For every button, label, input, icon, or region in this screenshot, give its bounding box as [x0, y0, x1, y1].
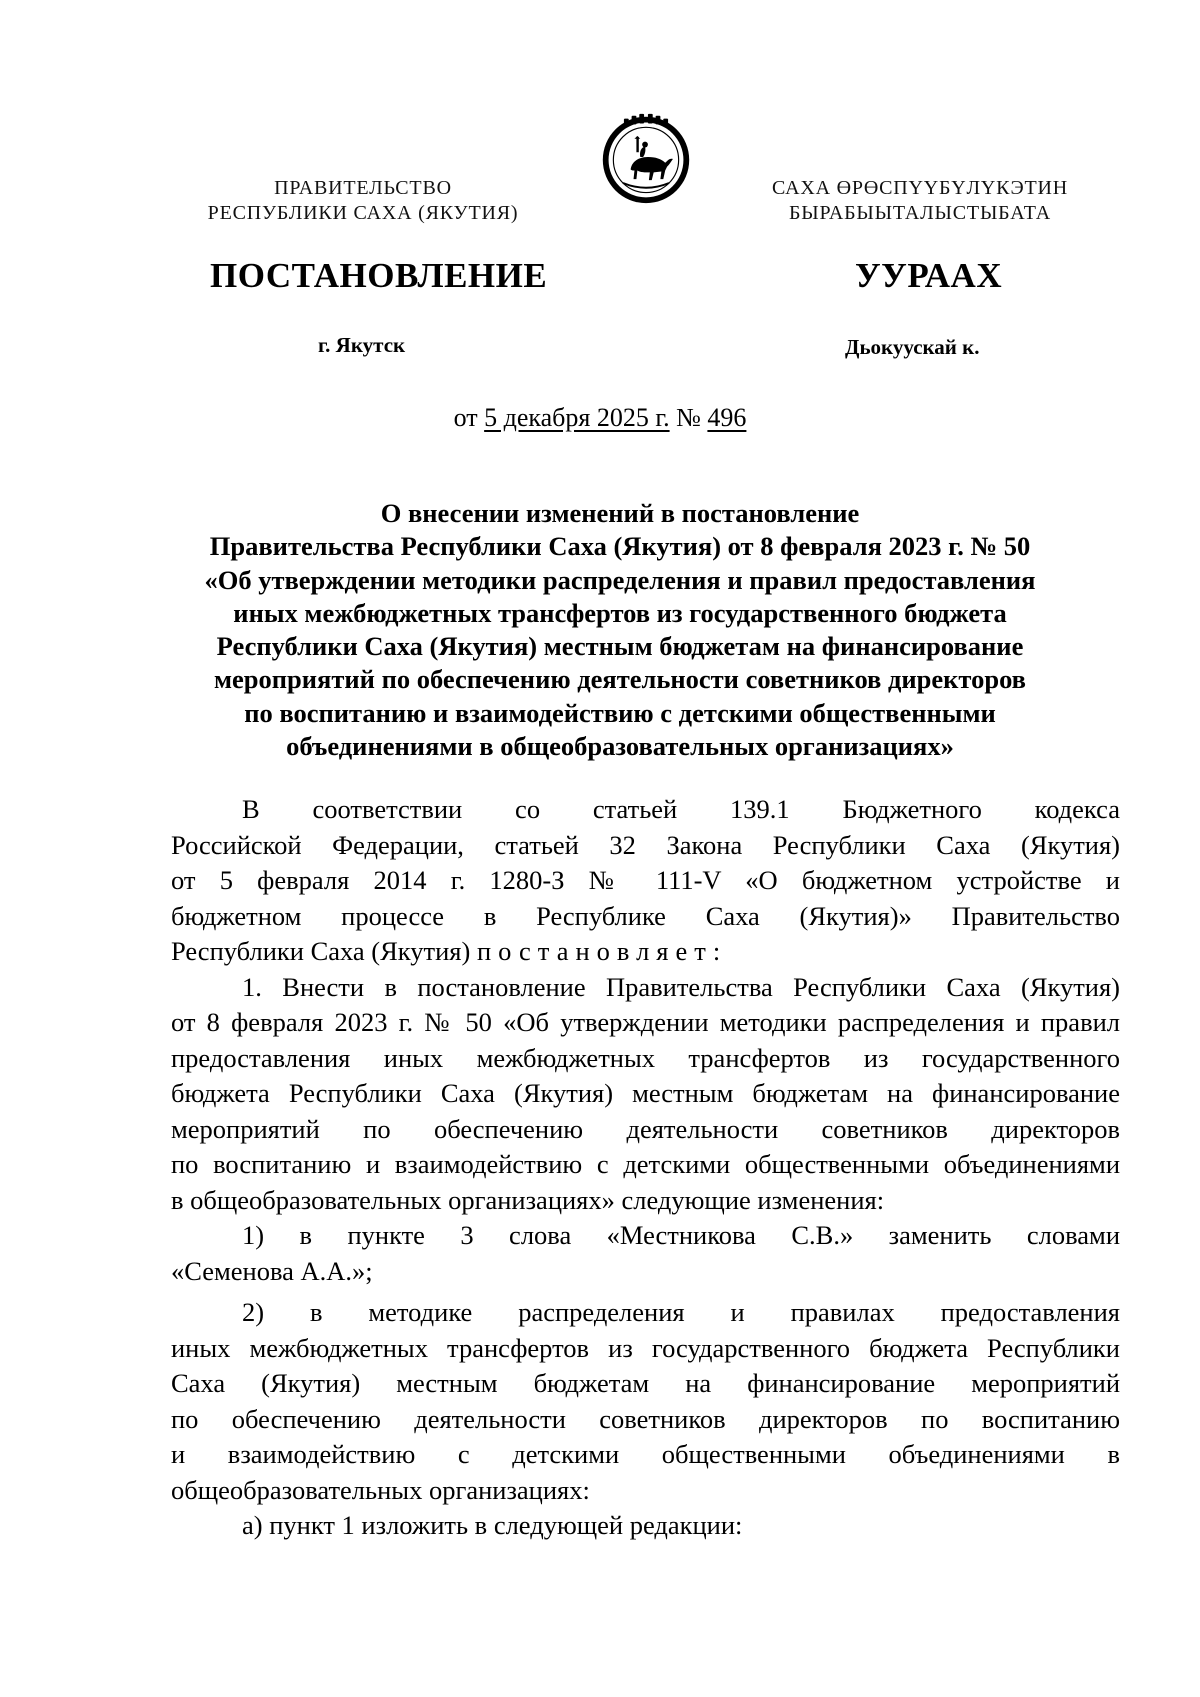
doc-type-russian: ПОСТАНОВЛЕНИЕ: [210, 256, 548, 295]
item-2-line: общеобразовательных организациях:: [171, 1474, 590, 1505]
preamble-line: [171, 934, 1120, 970]
item-2-line: и взаимодействию с детскими общественными объединениями в: [171, 1439, 1120, 1469]
title-line: «Об утверждении методики распределения и правил предоставления: [204, 564, 1036, 595]
preamble-line: В соответствии со статьей 139.1 Бюджетного кодекса: [242, 794, 1120, 824]
title-line: Правительства Республики Саха (Якутия) от 8 февраля 2023 г. № 50: [209, 531, 1031, 562]
document-body: [171, 792, 1120, 1544]
city-russian: г. Якутск: [318, 333, 406, 357]
clause-1-line: по воспитанию и взаимодействию с детскими общественными объединениями: [171, 1149, 1120, 1179]
clause-1-line: от 8 февраля 2023 г. № 50 «Об утверждении методики распределения и правил: [171, 1007, 1120, 1037]
item-1-line: 1) в пункте 3 слова «Местникова С.В.» заменить словами: [242, 1220, 1120, 1250]
date-prefix: от: [453, 403, 478, 432]
clause-1-line: бюджета Республики Саха (Якутия) местным бюджетам на финансирование: [171, 1078, 1120, 1108]
clause-1-line: в общеобразовательных организациях» следующие изменения:: [171, 1184, 885, 1215]
document-date: 5 декабря 2025 г.: [484, 403, 670, 432]
item-1-line: «Семенова А.А.»;: [171, 1255, 373, 1286]
item-2-line: иных межбюджетных трансфертов из государственного бюджета Республики: [171, 1332, 1120, 1363]
resolves-word: постановляет:: [476, 936, 728, 966]
item-2-line: по обеспечению деятельности советников директоров по воспитанию: [171, 1403, 1120, 1434]
header-right-org: [740, 176, 1100, 226]
doc-type-yakut: УУРААХ: [855, 256, 1003, 295]
title-line: иных межбюджетных трансфертов из государственного бюджета: [233, 597, 1007, 628]
header-left-org: [168, 176, 558, 226]
number-sign: №: [676, 403, 701, 432]
preamble-line: Российской Федерации, статьей 32 Закона Республики Саха (Якутия): [171, 829, 1120, 860]
header-right-line: САХА ӨРӨСПҮҮБҮЛҮКЭТИН: [772, 177, 1068, 199]
preamble-last-prefix: Республики Саха (Якутия): [171, 936, 471, 966]
title-line: Республики Саха (Якутия) местным бюджетам на финансирование: [216, 631, 1024, 662]
item-a-line: а) пункт 1 изложить в следующей редакции:: [242, 1510, 743, 1540]
item-2-line: Саха (Якутия) местным бюджетам на финансирование мероприятий: [171, 1368, 1120, 1398]
document-date-line: [0, 402, 1200, 434]
title-line: объединениями в общеобразовательных организациях»: [286, 731, 954, 762]
preamble-line: от 5 февраля 2014 г. 1280-З № 111-V «О бюджетном устройстве и: [171, 865, 1120, 895]
clause-1-line: 1. Внести в постановление Правительства Республики Саха (Якутия): [242, 971, 1120, 1002]
item-2-line: 2) в методике распределения и правилах предоставления: [242, 1297, 1120, 1327]
title-line: мероприятий по обеспечению деятельности советников директоров: [213, 664, 1026, 695]
preamble-line: бюджетном процессе в Республике Саха (Якутия)» Правительство: [171, 900, 1120, 931]
city-yakut: Дьокуускай к.: [845, 335, 980, 359]
title-line: О внесении изменений в постановление: [380, 498, 860, 528]
clause-1-line: предоставления иных межбюджетных трансфертов из государственного: [171, 1042, 1120, 1073]
header-right-line: БЫРАБЫЫТАЛЫСТЫБАТА: [789, 202, 1051, 224]
document-number: 496: [707, 403, 747, 432]
header-left-line: РЕСПУБЛИКИ САХА (ЯКУТИЯ): [207, 202, 519, 224]
header-left-line: ПРАВИТЕЛЬСТВО: [274, 177, 452, 199]
clause-1-line: мероприятий по обеспечению деятельности советников директоров: [171, 1113, 1120, 1144]
document-title: [150, 497, 1090, 763]
title-line: по воспитанию и взаимодействию с детскими общественными: [244, 697, 996, 728]
coat-of-arms-icon: [598, 110, 694, 206]
